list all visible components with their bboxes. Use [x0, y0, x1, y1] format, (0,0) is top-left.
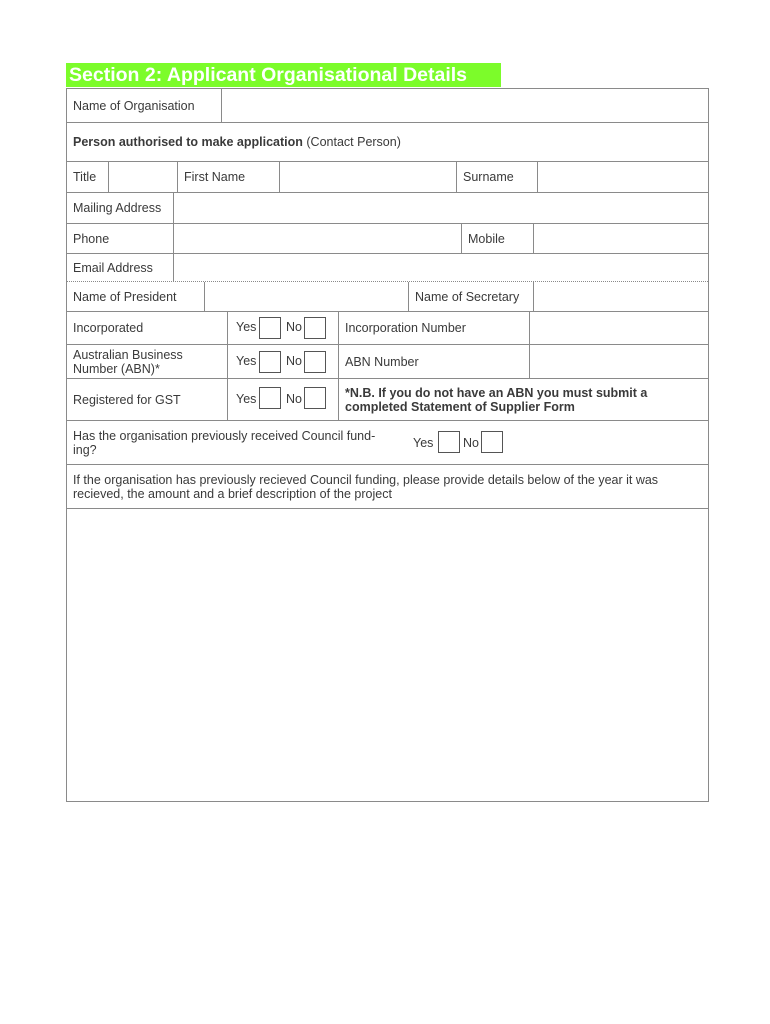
- abn-note: *N.B. If you do not have an ABN you must submit a completed Statement of Supplier Form: [345, 385, 648, 414]
- abn-note-cell: [338, 379, 708, 420]
- prev-funding-details-cell: [67, 465, 708, 508]
- gst-yes-label: Yes: [236, 392, 257, 406]
- email-label-cell: [67, 254, 173, 281]
- incorporated-yesno: [227, 312, 338, 344]
- prev-funding-details: If the organisation has previously recieved Council funding, please provide details below of the year it was recieved, the amount and a brief description of the project: [73, 472, 659, 501]
- surname-label-cell: [456, 162, 537, 192]
- mobile-label: Mobile: [468, 231, 505, 246]
- contact-heading-note: (Contact Person): [302, 135, 401, 149]
- contact-heading: [67, 123, 708, 161]
- prev-funding-question-cell: [67, 421, 397, 464]
- abn-no-checkbox[interactable]: [304, 351, 326, 373]
- org-name-label: Name of Organisation: [73, 98, 195, 113]
- incorporated-label-cell: [67, 312, 227, 344]
- abn-yes-label: Yes: [236, 354, 257, 368]
- abn-yesno: [227, 345, 338, 378]
- phone-row: [67, 224, 708, 254]
- gst-yesno: [227, 379, 338, 420]
- incorporation-number-label-cell: [338, 312, 529, 344]
- gst-label-cell: [67, 379, 227, 420]
- prev-funding-row: [67, 421, 708, 465]
- first-name-field[interactable]: [279, 162, 456, 192]
- org-name-label-cell: [67, 89, 221, 122]
- mailing-address-label-cell: [67, 193, 173, 223]
- section-heading: Section 2: Applicant Organisational Details: [66, 63, 501, 87]
- incorporation-number-label: Incorporation Number: [345, 321, 466, 335]
- abn-label-cell: [67, 345, 227, 378]
- org-name-field[interactable]: [221, 89, 708, 122]
- phone-label: Phone: [73, 231, 110, 246]
- phone-label-cell: [67, 224, 173, 253]
- gst-no-label: No: [286, 392, 302, 406]
- incorporation-number-field[interactable]: [529, 312, 708, 344]
- incorporated-row: [67, 312, 708, 345]
- mailing-address-row: [67, 193, 708, 224]
- secretary-field[interactable]: [533, 282, 708, 311]
- incorporated-no-checkbox[interactable]: [304, 317, 326, 339]
- mailing-address-field[interactable]: [173, 193, 708, 223]
- abn-number-field[interactable]: [529, 345, 708, 378]
- title-label-cell: [67, 162, 108, 192]
- incorporated-no-label: No: [286, 320, 302, 334]
- title-field[interactable]: [108, 162, 177, 192]
- abn-number-label: ABN Number: [345, 354, 419, 369]
- prev-funding-question: Has the organisation previously received Council fund-ing?: [73, 428, 376, 457]
- gst-row: [67, 379, 708, 421]
- prev-funding-details-row: [67, 465, 708, 509]
- mobile-label-cell: [461, 224, 533, 253]
- prev-funding-details-textarea[interactable]: [67, 509, 708, 801]
- president-label: Name of President: [73, 289, 177, 304]
- email-row: [67, 254, 708, 282]
- contact-heading-row: [67, 123, 708, 162]
- abn-yes-checkbox[interactable]: [259, 351, 281, 373]
- first-name-label: First Name: [184, 170, 246, 184]
- incorporated-label: Incorporated: [73, 321, 144, 335]
- abn-no-label: No: [286, 354, 302, 368]
- gst-no-checkbox[interactable]: [304, 387, 326, 409]
- prev-funding-yes-checkbox[interactable]: [438, 431, 460, 453]
- president-field[interactable]: [204, 282, 408, 311]
- incorporated-yes-checkbox[interactable]: [259, 317, 281, 339]
- org-name-row: [67, 89, 708, 123]
- surname-field[interactable]: [537, 162, 708, 192]
- prev-funding-no-checkbox[interactable]: [481, 431, 503, 453]
- incorporated-yes-label: Yes: [236, 320, 257, 334]
- name-row: [67, 162, 708, 193]
- abn-row: [67, 345, 708, 379]
- applicant-details-form: [66, 88, 709, 802]
- phone-field[interactable]: [173, 224, 461, 253]
- officers-row: [67, 282, 708, 312]
- prev-funding-yes-label: Yes: [413, 436, 434, 450]
- surname-label: Surname: [463, 170, 514, 184]
- gst-label: Registered for GST: [73, 392, 181, 407]
- email-field[interactable]: [173, 254, 708, 281]
- prev-funding-no-label: No: [463, 436, 479, 450]
- contact-heading-bold: Person authorised to make application: [73, 135, 303, 149]
- email-label: Email Address: [73, 260, 153, 275]
- mailing-address-label: Mailing Address: [73, 201, 162, 215]
- abn-number-label-cell: [338, 345, 529, 378]
- gst-yes-checkbox[interactable]: [259, 387, 281, 409]
- mobile-field[interactable]: [533, 224, 708, 253]
- secretary-label: Name of Secretary: [415, 289, 520, 304]
- president-label-cell: [67, 282, 204, 311]
- abn-label: Australian Business Number (ABN)*: [73, 347, 183, 376]
- title-label: Title: [73, 170, 97, 184]
- first-name-label-cell: [177, 162, 279, 192]
- secretary-label-cell: [408, 282, 533, 311]
